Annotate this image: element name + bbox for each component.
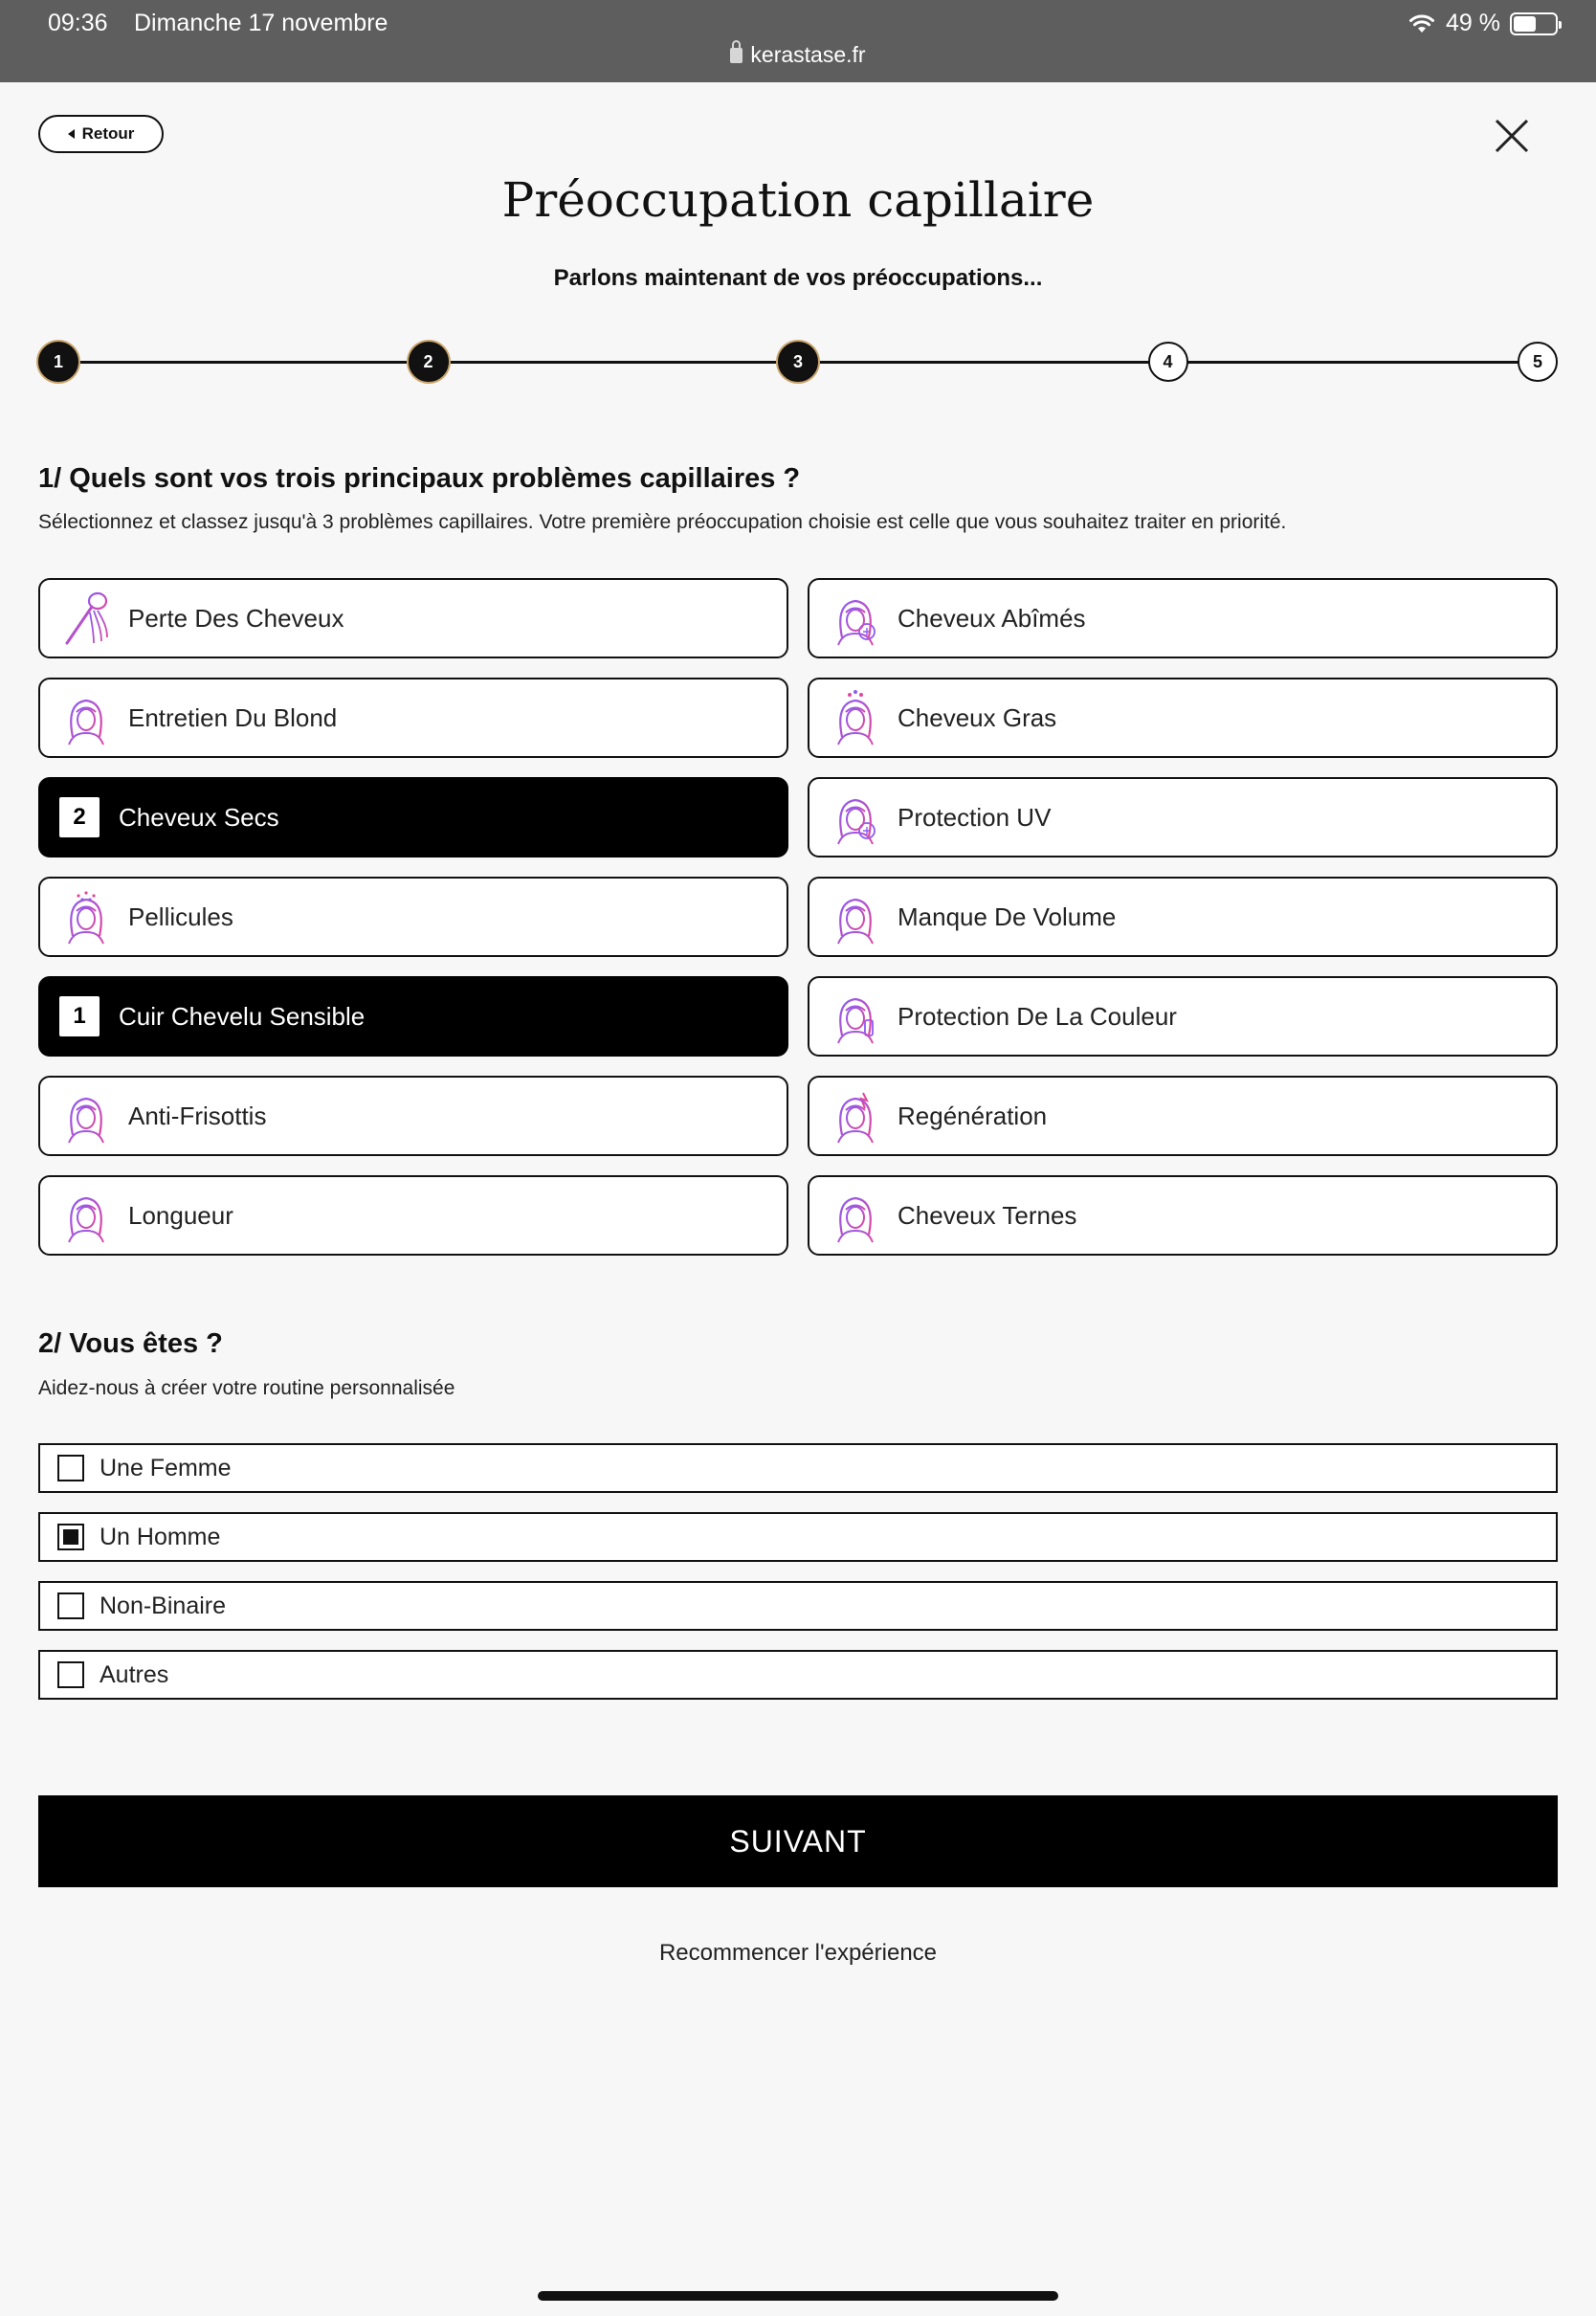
concern-option[interactable]: [38, 976, 788, 1057]
gender-option-label: Une Femme: [100, 1454, 232, 1481]
concern-option-label: Cheveux Secs: [119, 802, 279, 832]
gender-option[interactable]: [38, 1581, 1558, 1631]
gender-option-label: Un Homme: [100, 1523, 221, 1550]
battery-icon: [1510, 12, 1558, 35]
dandruff-icon: [59, 888, 113, 946]
rank-badge: 2: [59, 797, 100, 837]
gender-option[interactable]: [38, 1512, 1558, 1562]
concern-option[interactable]: [38, 1175, 788, 1256]
status-right: [1408, 10, 1558, 37]
rank-badge: 1: [59, 996, 100, 1036]
next-button[interactable]: SUIVANT: [38, 1795, 1558, 1887]
checkbox[interactable]: [57, 1592, 84, 1619]
back-arrow-icon: [68, 129, 75, 139]
checkbox[interactable]: [57, 1661, 84, 1688]
length-icon: [59, 1187, 113, 1244]
concern-option-label: Cheveux Ternes: [898, 1200, 1077, 1230]
home-indicator: [538, 2291, 1058, 2301]
hair-loss-icon: [59, 590, 113, 647]
concern-option[interactable]: [808, 1175, 1558, 1256]
question1-description: Sélectionnez et classez jusqu'à 3 problèmes capillaires. Votre première préoccupation choisie est celle que vous souhaitez traiter en priorité.: [38, 511, 1287, 533]
gender-option[interactable]: [38, 1443, 1558, 1493]
dull-hair-icon: [829, 1187, 882, 1244]
concern-option[interactable]: [38, 678, 788, 758]
concern-option-label: Cheveux Gras: [898, 702, 1057, 732]
oily-hair-icon: [829, 689, 882, 746]
gender-option-label: Non-Binaire: [100, 1592, 227, 1619]
concern-option-label: Regénération: [898, 1101, 1048, 1130]
page-subtitle: Parlons maintenant de vos préoccupations...: [553, 265, 1043, 291]
concern-option-label: Protection De La Couleur: [898, 1001, 1177, 1031]
progress-stepper: [38, 340, 1558, 384]
close-icon[interactable]: [1493, 117, 1531, 155]
step-4: 4: [1148, 342, 1188, 382]
concern-option[interactable]: [808, 976, 1558, 1057]
concern-option-label: Cuir Chevelu Sensible: [119, 1001, 366, 1031]
concern-option[interactable]: [38, 877, 788, 957]
concern-option[interactable]: [808, 877, 1558, 957]
concern-option[interactable]: [808, 678, 1558, 758]
regeneration-icon: [829, 1087, 882, 1145]
step-5: 5: [1518, 342, 1558, 382]
back-button[interactable]: [38, 115, 164, 153]
concern-option[interactable]: [808, 578, 1558, 658]
blond-care-icon: [59, 689, 113, 746]
concern-option-label: Entretien Du Blond: [128, 702, 338, 732]
page-title: Préoccupation capillaire: [501, 172, 1095, 228]
anti-frizz-icon: [59, 1087, 113, 1145]
url-text: kerastase.fr: [750, 42, 866, 67]
concern-option[interactable]: [808, 777, 1558, 857]
question2-description: Aidez-nous à créer votre routine personnalisée: [38, 1377, 455, 1399]
checkbox[interactable]: [57, 1524, 84, 1550]
step-2: 2: [409, 342, 449, 382]
concern-option-label: Perte Des Cheveux: [128, 603, 344, 633]
concern-option-label: Cheveux Abîmés: [898, 603, 1086, 633]
address-bar[interactable]: [0, 42, 1596, 68]
step-3: 3: [778, 342, 818, 382]
battery-percent: 49 %: [1446, 10, 1500, 36]
back-button-label: Retour: [81, 124, 135, 143]
lock-icon: [730, 48, 743, 63]
checkbox[interactable]: [57, 1455, 84, 1481]
concern-option-label: Longueur: [128, 1200, 233, 1230]
concern-option[interactable]: [38, 777, 788, 857]
concern-option[interactable]: [38, 1076, 788, 1156]
status-date: Dimanche 17 novembre: [134, 10, 388, 36]
uv-protection-icon: [829, 789, 882, 846]
concern-option-label: Pellicules: [128, 902, 233, 931]
question2-title: 2/ Vous êtes ?: [38, 1328, 223, 1359]
concern-option[interactable]: [38, 578, 788, 658]
concern-option-label: Anti-Frisottis: [128, 1101, 267, 1130]
wifi-icon: [1408, 12, 1436, 35]
gender-option-label: Autres: [100, 1660, 169, 1688]
damaged-hair-icon: [829, 590, 882, 647]
volume-icon: [829, 888, 882, 946]
step-1: 1: [38, 342, 78, 382]
concern-option-label: Protection UV: [898, 802, 1052, 832]
question1-title: 1/ Quels sont vos trois principaux problèmes capillaires ?: [38, 463, 801, 494]
concern-option[interactable]: [808, 1076, 1558, 1156]
concern-option-label: Manque De Volume: [898, 902, 1117, 931]
status-bar: [0, 0, 1596, 82]
status-time: 09:36: [48, 10, 108, 36]
gender-option[interactable]: [38, 1650, 1558, 1700]
color-protection-icon: [829, 988, 882, 1045]
restart-link[interactable]: Recommencer l'expérience: [658, 1940, 938, 1966]
